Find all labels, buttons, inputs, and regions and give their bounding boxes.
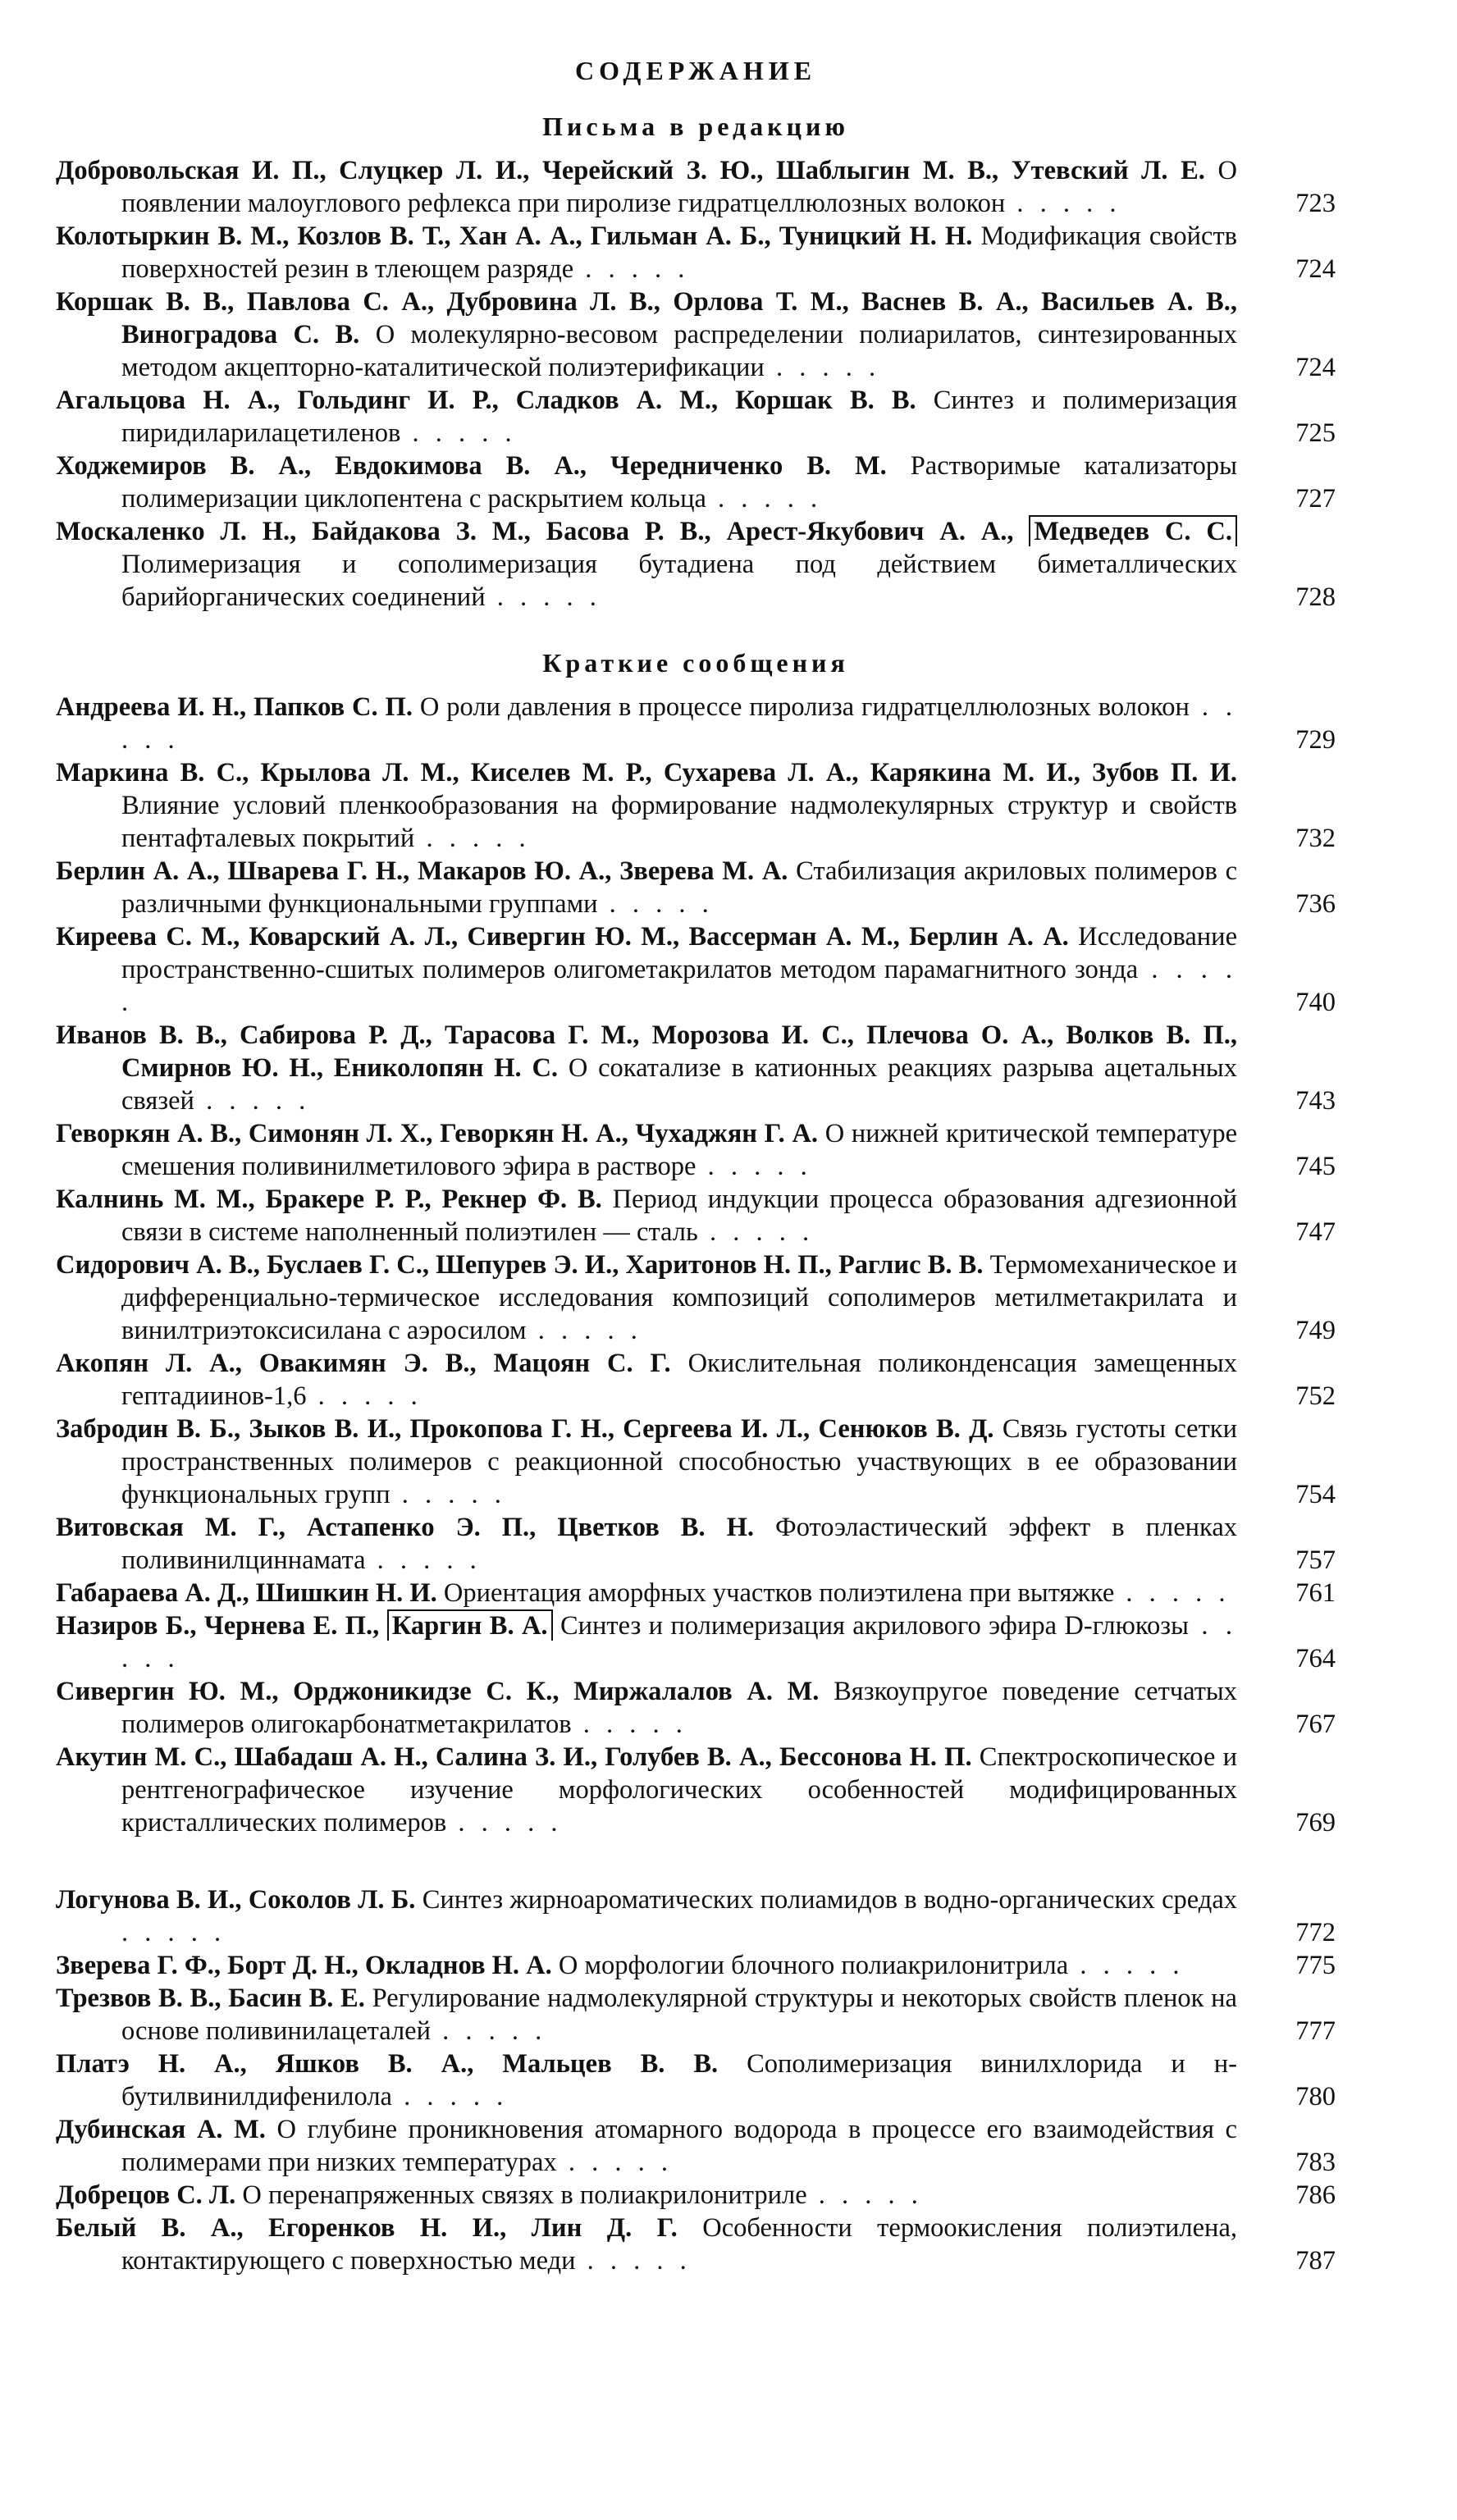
entry-authors: Трезвов В. В., Басин В. Е. bbox=[56, 1984, 372, 2013]
entry-title: Исследование пространственно-сшитых полимеров олигометакрилатов методом парамагнитного зонда bbox=[121, 922, 1237, 984]
leader-dots: . . . . . bbox=[121, 1918, 226, 1947]
entry-page-number: 787 bbox=[1295, 2246, 1336, 2276]
entry-page-number: 749 bbox=[1295, 1316, 1336, 1345]
entry-page-number: 757 bbox=[1295, 1545, 1336, 1575]
entry-page-number: 747 bbox=[1295, 1217, 1336, 1247]
section-heading: Краткие сообщения bbox=[542, 648, 849, 678]
entry-authors: Добрецов С. Л. bbox=[56, 2180, 243, 2210]
leader-dots: . . . . . bbox=[485, 582, 601, 612]
entry-authors: Добровольская И. П., Слуцкер Л. И., Черейский З. Ю., Шаблыгин М. В., Утевский Л. Е. bbox=[56, 156, 1218, 185]
entry-page-number: 723 bbox=[1295, 189, 1336, 218]
entry-title: Ориентация аморфных участков полиэтилена при вытяжке bbox=[443, 1578, 1115, 1608]
entry-title: О глубине проникновения атомарного водорода в процессе его взаимодействия с полимерами при низких температурах bbox=[121, 2115, 1237, 2177]
entry-page-number: 783 bbox=[1295, 2148, 1336, 2177]
entry-authors: Витовская М. Г., Астапенко Э. П., Цветков В. Н. bbox=[56, 1513, 776, 1542]
entry-page-number: 752 bbox=[1295, 1381, 1336, 1411]
entry-page-number: 743 bbox=[1295, 1086, 1336, 1116]
entry-page-number: 754 bbox=[1295, 1480, 1336, 1509]
entry-authors: Платэ Н. А., Яшков В. А., Мальцев В. В. bbox=[56, 2049, 747, 2079]
toc-entry bbox=[56, 2179, 1336, 2212]
entry-authors: Киреева С. М., Коварский А. Л., Сивергин Ю. М., Вассерман А. М., Берлин А. А. bbox=[56, 922, 1079, 952]
leader-dots: . . . . . bbox=[806, 2180, 923, 2210]
leader-dots: . . . . . bbox=[556, 2148, 673, 2177]
entry-page-number: 777 bbox=[1295, 2016, 1336, 2046]
entry-authors: Сидорович А. В., Буслаев Г. С., Шепурев Э. И., Харитонов Н. П., Раглис В. В. bbox=[56, 1250, 990, 1280]
entry-authors: Акутин М. С., Шабадаш А. Н., Салина З. И., Голубев В. А., Бессонова Н. П. bbox=[56, 1742, 980, 1772]
entry-title: Регулирование надмолекулярной структуры и некоторых свойств пленок на основе поливинилацеталей bbox=[121, 1984, 1237, 2046]
toc-entry bbox=[56, 1577, 1336, 1609]
entry-title: Связь густоты сетки пространственных полимеров с реакционной способностью участвующих в ее образовании функциональных групп bbox=[121, 1414, 1237, 1509]
toc-entry bbox=[56, 1183, 1336, 1249]
leader-dots: . . . . . bbox=[391, 2082, 509, 2111]
toc-entry bbox=[56, 450, 1336, 515]
entry-authors: Забродин В. Б., Зыков В. И., Прокопова Г. Н., Сергеева И. Л., Сенюков В. Д. bbox=[56, 1414, 1003, 1444]
toc-entry bbox=[56, 2212, 1336, 2277]
entry-title: Особенности термоокисления полиэтилена, контактирующего с поверхностью меди bbox=[121, 2213, 1238, 2276]
entry-authors: Дубинская А. М. bbox=[56, 2115, 277, 2144]
toc-entry bbox=[56, 756, 1336, 855]
entry-authors: Зверева Г. Ф., Борт Д. Н., Окладнов Н. А. bbox=[56, 1951, 559, 1980]
entry-memorial-author: Каргин В. А. bbox=[387, 1609, 553, 1641]
entry-authors: Белый В. А., Егоренков Н. И., Лин Д. Г. bbox=[56, 2213, 703, 2243]
leader-dots: . . . . . bbox=[571, 1710, 687, 1739]
leader-dots: . . . . . bbox=[696, 1152, 812, 1181]
entry-page-number: 740 bbox=[1295, 988, 1336, 1017]
entry-title: Влияние условий пленкообразования на формирование надмолекулярных структур и свойств пентафталевых покрытий bbox=[121, 791, 1237, 853]
entry-title: Окислительная поликонденсация замещенных гептадиинов-1,6 bbox=[121, 1349, 1237, 1411]
entry-page-number: 780 bbox=[1295, 2082, 1336, 2111]
entry-title: Вязкоупругое поведение сетчатых полимеров олигокарбонатметакрилатов bbox=[121, 1677, 1238, 1739]
leader-dots: . . . . . bbox=[597, 889, 714, 919]
entry-authors: Сивергин Ю. М., Орджоникидзе С. К., Миржалалов А. М. bbox=[56, 1677, 834, 1706]
toc-entry bbox=[56, 285, 1336, 384]
entry-page-number: 764 bbox=[1295, 1644, 1336, 1673]
leader-dots: . . . . . bbox=[414, 824, 531, 853]
entry-title: О морфологии блочного полиакрилонитрила bbox=[558, 1951, 1069, 1980]
toc-entry bbox=[56, 154, 1336, 220]
toc-entry bbox=[56, 2048, 1336, 2113]
entry-page-number: 736 bbox=[1295, 889, 1336, 919]
entry-title: Стабилизация акриловых полимеров с различными функциональными группами bbox=[121, 856, 1238, 919]
toc-entry bbox=[56, 1347, 1336, 1413]
leader-dots: . . . . . bbox=[575, 2246, 692, 2276]
section-gap bbox=[56, 1839, 1336, 1883]
entry-title: Фотоэластический эффект в пленках поливинилциннамата bbox=[121, 1513, 1237, 1575]
leader-dots: . . . . . bbox=[764, 353, 881, 382]
leader-dots: . . . . . bbox=[706, 484, 823, 514]
leader-dots: . . . . . bbox=[526, 1316, 642, 1345]
toc-entry bbox=[56, 920, 1336, 1019]
leader-dots: . . . . . bbox=[697, 1217, 815, 1247]
entry-title: Модификация свойств поверхностей резин в тлеющем разряде bbox=[121, 221, 1237, 284]
entry-page-number: 775 bbox=[1295, 1951, 1336, 1980]
entry-title: О сокатализе в катионных реакциях разрыва ацетальных связей bbox=[121, 1053, 1237, 1116]
leader-dots: . . . . . bbox=[390, 1480, 506, 1509]
toc-entry bbox=[56, 1949, 1336, 1982]
sections-container bbox=[56, 110, 1336, 2277]
entry-title: О молекулярно-весовом распределении полиарилатов, синтезированных методом акцепторно-каталитической полиэтерификации bbox=[121, 320, 1238, 382]
toc-entry bbox=[56, 855, 1336, 920]
toc-entry bbox=[56, 515, 1336, 614]
entry-authors: Ходжемиров В. А., Евдокимова В. А., Чередниченко В. М. bbox=[56, 451, 911, 481]
toc-entry bbox=[56, 384, 1336, 450]
entry-page-number: 786 bbox=[1295, 2180, 1336, 2210]
entry-page-number: 769 bbox=[1295, 1808, 1336, 1838]
entry-title: Период индукции процесса образования адгезионной связи в системе наполненный полиэтилен — сталь bbox=[121, 1185, 1237, 1247]
leader-dots: . . . . . bbox=[1114, 1578, 1231, 1608]
entry-authors: Акопян Л. А., Овакимян Э. В., Мацоян С. Г. bbox=[56, 1349, 688, 1378]
leader-dots: . . . . . bbox=[446, 1808, 563, 1838]
entry-authors: Геворкян А. В., Симонян Л. Х., Геворкян Н. А., Чухаджян Г. А. bbox=[56, 1119, 825, 1148]
leader-dots: . . . . . bbox=[1005, 189, 1121, 218]
entry-page-number: 724 bbox=[1295, 353, 1336, 382]
entry-page-number: 728 bbox=[1295, 582, 1336, 612]
entry-memorial-author: Медведев С. С. bbox=[1029, 515, 1237, 546]
leader-dots: . . . . . bbox=[194, 1086, 311, 1116]
toc-entry bbox=[56, 1609, 1336, 1675]
toc-entry bbox=[56, 1117, 1336, 1183]
toc-entry bbox=[56, 1413, 1336, 1511]
entry-authors: Коршак В. В., Павлова С. А., Дубровина Л. В., Орлова Т. М., Васнев В. А., Васильев А. В., Виноградова С. В. bbox=[56, 287, 1237, 349]
toc-entry bbox=[56, 1249, 1336, 1347]
entry-title: О роли давления в процессе пиролиза гидратцеллюлозных волокон bbox=[419, 692, 1190, 722]
entry-title: Термомеханическое и дифференциально-термическое исследования композиций сополимеров метилметакрилата и винилтриэтоксисилана с аэросилом bbox=[121, 1250, 1238, 1345]
toc-entry bbox=[56, 1019, 1336, 1117]
leader-dots: . . . . . bbox=[121, 955, 1238, 1017]
entry-authors: Логунова В. И., Соколов Л. Б. bbox=[56, 1885, 422, 1915]
entry-authors: Маркина В. С., Крылова Л. М., Киселев М. Р., Сухарева Л. А., Карякина М. И., Зубов П. И. bbox=[56, 758, 1237, 788]
entry-title: Сополимеризация винилхлорида и н-бутилвинилдифенилола bbox=[121, 2049, 1237, 2111]
entry-title: О появлении малоуглового рефлекса при пиролизе гидратцеллюлозных волокон bbox=[121, 156, 1237, 218]
leader-dots: . . . . . bbox=[121, 1611, 1237, 1673]
entry-page-number: 729 bbox=[1295, 725, 1336, 755]
entry-page-number: 745 bbox=[1295, 1152, 1336, 1181]
toc-entry bbox=[56, 2113, 1336, 2179]
toc-entry bbox=[56, 1883, 1336, 1949]
entry-title: Спектроскопическое и рентгенографическое изучение морфологических особенностей модифицированных кристаллических полимеров bbox=[121, 1742, 1237, 1838]
entry-title: Синтез жирноароматических полиамидов в водно-органических средах bbox=[422, 1885, 1237, 1915]
entry-title: Синтез и полимеризация пиридиларилацетиленов bbox=[121, 386, 1237, 448]
entry-authors: Андреева И. Н., Папков С. П. bbox=[56, 692, 420, 722]
entry-authors: Берлин А. А., Шварева Г. Н., Макаров Ю. А., Зверева М. А. bbox=[56, 856, 797, 886]
entry-page-number: 725 bbox=[1295, 418, 1336, 448]
entry-title: Растворимые катализаторы полимеризации циклопентена с раскрытием кольца bbox=[121, 451, 1237, 514]
leader-dots: . . . . . bbox=[431, 2016, 547, 2046]
entry-page-number: 761 bbox=[1295, 1578, 1336, 1608]
entry-page-number: 772 bbox=[1295, 1918, 1336, 1947]
entry-title: О перенапряженных связях в полиакрилонитриле bbox=[242, 2180, 807, 2210]
leader-dots: . . . . . bbox=[121, 692, 1237, 755]
entry-title: Полимеризация и сополимеризация бутадиена под действием биметаллических барийорганических соединений bbox=[121, 550, 1237, 612]
section-heading: Письма в редакцию bbox=[542, 112, 849, 141]
toc-entry bbox=[56, 220, 1336, 285]
entry-authors: Москаленко Л. Н., Байдакова З. М., Басова Р. В., Арест-Якубович А. А., bbox=[56, 517, 1030, 546]
entry-authors: Иванов В. В., Сабирова Р. Д., Тарасова Г. М., Морозова И. С., Плечова О. А., Волков В. П., Смирнов Ю. Н., Ениколопян Н. С. bbox=[56, 1020, 1237, 1083]
entry-page-number: 727 bbox=[1295, 484, 1336, 514]
toc-entry bbox=[56, 691, 1336, 756]
entry-authors: Габараева А. Д., Шишкин Н. И. bbox=[56, 1578, 444, 1608]
entry-page-number: 732 bbox=[1295, 824, 1336, 853]
entry-authors: Калнинь М. М., Бракере Р. Р., Рекнер Ф. В. bbox=[56, 1185, 613, 1214]
entry-title: О нижней критической температуре смешения поливинилметилового эфира в растворе bbox=[121, 1119, 1238, 1181]
entry-page-number: 767 bbox=[1295, 1710, 1336, 1739]
page-title: СОДЕРЖАНИЕ bbox=[574, 56, 817, 85]
entry-title: Синтез и полимеризация акрилового эфира D-глюкозы bbox=[560, 1611, 1189, 1641]
toc-entry bbox=[56, 1741, 1336, 1839]
toc-entry bbox=[56, 1675, 1336, 1741]
toc-entry bbox=[56, 1982, 1336, 2048]
toc-entry bbox=[56, 1511, 1336, 1577]
leader-dots: . . . . . bbox=[306, 1381, 422, 1411]
leader-dots: . . . . . bbox=[1068, 1951, 1185, 1980]
contents-page bbox=[56, 54, 1336, 2277]
leader-dots: . . . . . bbox=[365, 1545, 482, 1575]
entry-authors: Колотыркин В. М., Козлов В. Т., Хан А. А., Гильман А. Б., Туницкий Н. Н. bbox=[56, 221, 981, 251]
leader-dots: . . . . . bbox=[400, 418, 517, 448]
leader-dots: . . . . . bbox=[573, 254, 690, 284]
entry-page-number: 724 bbox=[1295, 254, 1336, 284]
entry-authors: Агальцова Н. А., Гольдинг И. Р., Сладков А. М., Коршак В. В. bbox=[56, 386, 934, 415]
entry-authors: Назиров Б., Чернева Е. П., bbox=[56, 1611, 387, 1641]
